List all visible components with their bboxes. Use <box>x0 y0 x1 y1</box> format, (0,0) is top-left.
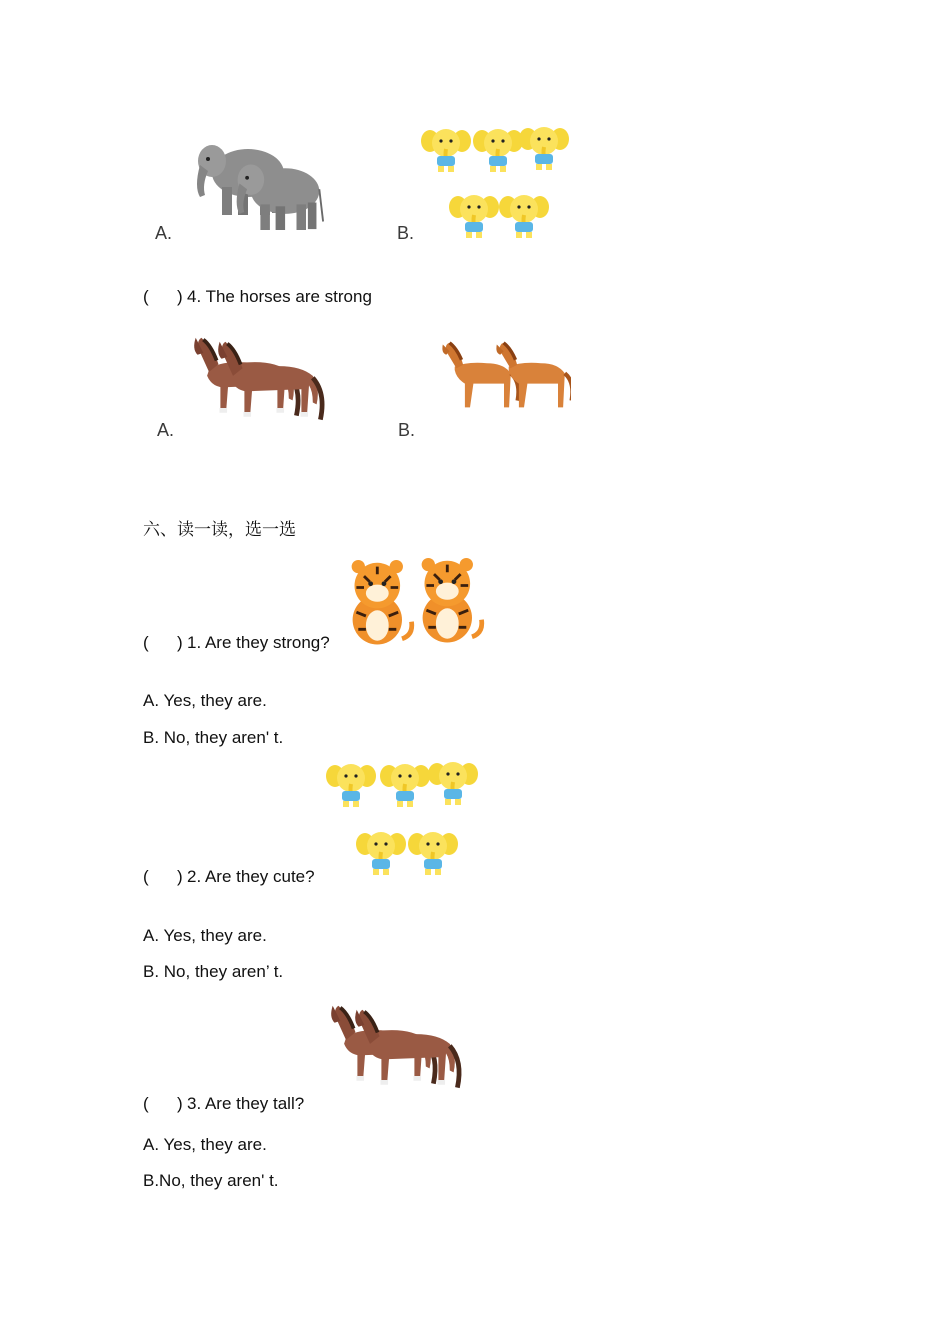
answer-paren[interactable]: ( ) <box>143 1094 183 1113</box>
option-b: B.No, they aren' t. <box>143 1171 279 1190</box>
option-a-label: A. <box>155 223 173 243</box>
cartoon-elephants-picture <box>420 125 575 250</box>
question-text: 1. Are they strong? <box>187 633 330 652</box>
brown-horses-picture <box>190 332 330 435</box>
elephants-picture <box>190 135 335 235</box>
option-a: A. Yes, they are. <box>143 1135 267 1154</box>
option-a-label: A. <box>157 420 175 440</box>
answer-paren[interactable]: ( ) <box>143 633 183 652</box>
option-b-label: B. <box>398 420 416 440</box>
option-b: B. No, they aren' t. <box>143 728 284 747</box>
answer-paren[interactable]: ( ) <box>143 287 183 306</box>
question-text: 4. The horses are strong <box>187 287 372 306</box>
brown-horses-picture <box>327 1000 467 1103</box>
option-b-label: B. <box>397 223 415 243</box>
answer-paren[interactable]: ( ) <box>143 867 183 886</box>
orange-horses-picture <box>436 336 571 431</box>
option-a: A. Yes, they are. <box>143 691 267 710</box>
question-text: 2. Are they cute? <box>187 867 315 886</box>
question-text: 3. Are they tall? <box>187 1094 305 1113</box>
tigers-picture <box>343 557 488 657</box>
option-b: B. No, they aren’ t. <box>143 962 284 981</box>
cartoon-elephants-picture <box>325 760 485 890</box>
option-a: A. Yes, they are. <box>143 926 267 945</box>
section-heading: 六、读一读，选一选 <box>143 520 296 540</box>
